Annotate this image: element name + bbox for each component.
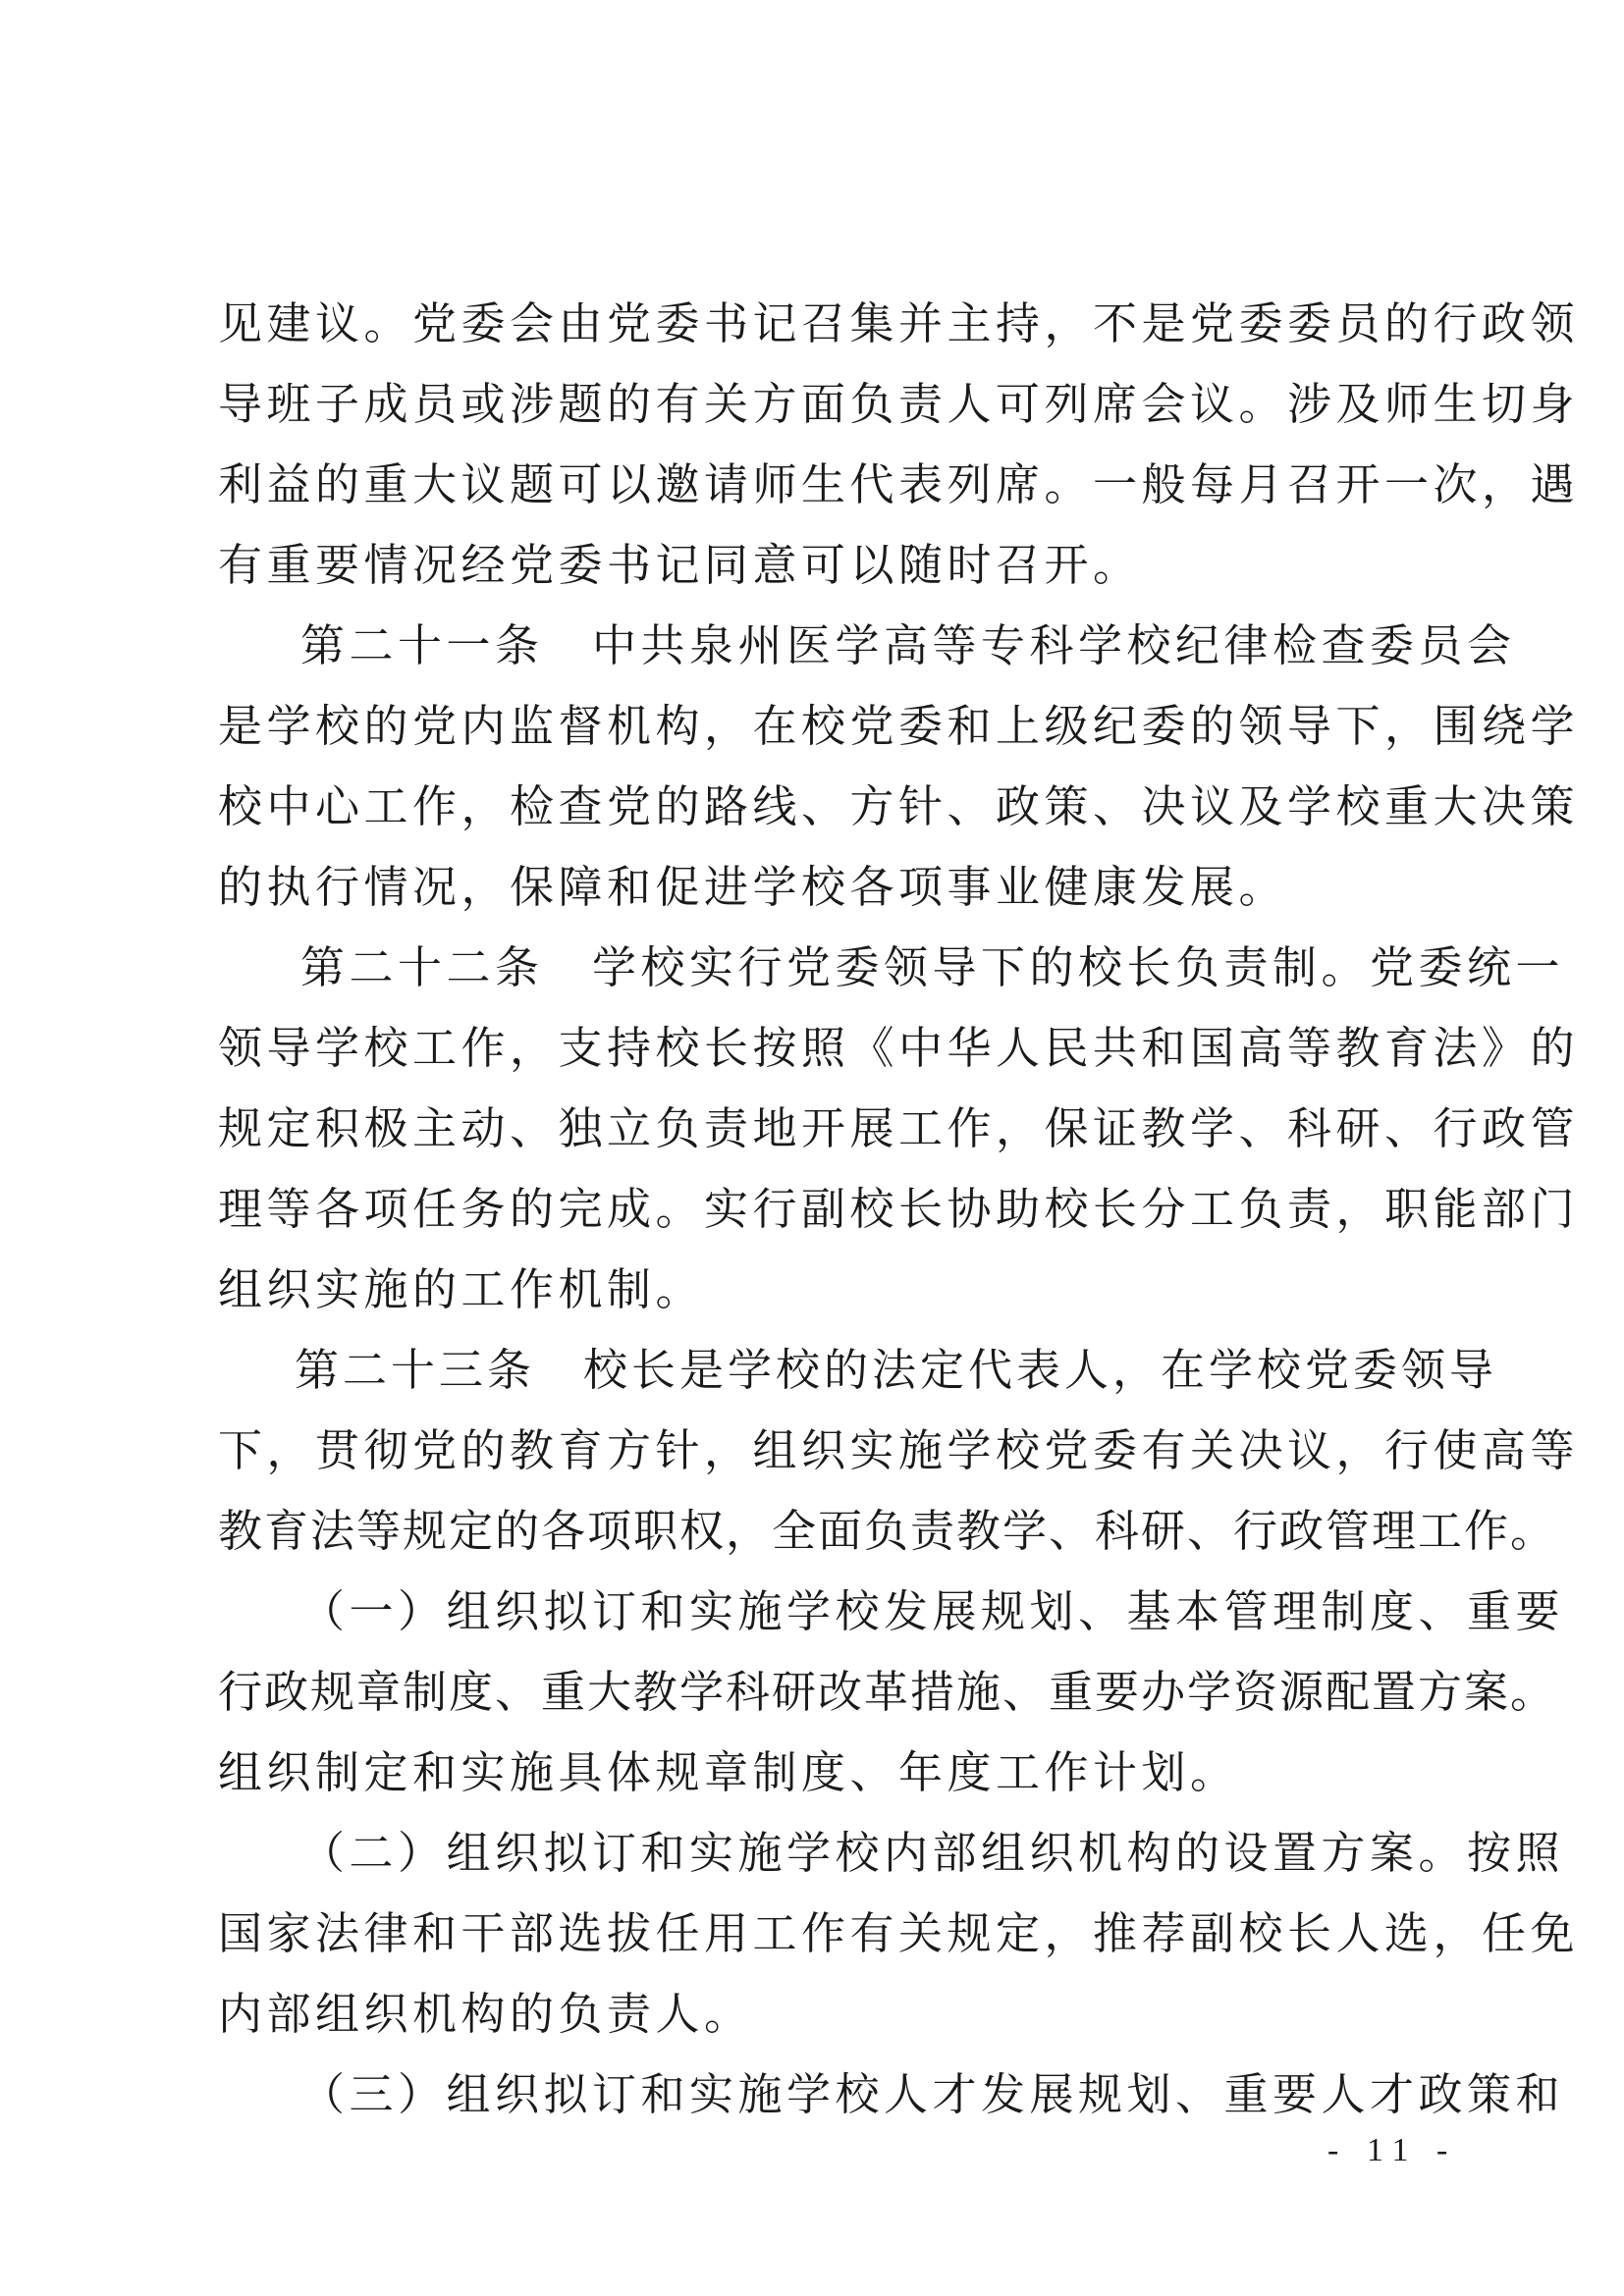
body-line-7: 校中心工作，检查党的路线、方针、政策、决议及学校重大决策 xyxy=(218,780,1580,832)
body-line-13: 组织实施的工作机制。 xyxy=(218,1263,705,1315)
article-23-heading-line: 第二十三条 校长是学校的法定代表人，在学校党委领导 xyxy=(295,1344,1498,1396)
body-line-21: 国家法律和干部选拔任用工作有关规定，推荐副校长人选，任免 xyxy=(218,1907,1580,1959)
body-line-16: 教育法等规定的各项职权，全面负责教学、科研、行政管理工作。 xyxy=(218,1505,1557,1557)
body-line-10: 领导学校工作，支持校长按照《中华人民共和国高等教育法》的 xyxy=(218,1022,1580,1074)
body-line-11: 规定积极主动、独立负责地开展工作，保证教学、科研、行政管 xyxy=(218,1102,1580,1154)
body-line-4: 有重要情况经党委书记同意可以随时召开。 xyxy=(218,539,1142,591)
page-number: - 11 - xyxy=(1327,2132,1458,2168)
body-line-1: 见建议。党委会由党委书记召集并主持，不是党委委员的行政领 xyxy=(218,297,1580,349)
article-21-heading-line: 第二十一条 中共泉州医学高等专科学校纪律检查委员会 xyxy=(300,619,1516,671)
item-3-first-line: （三）组织拟订和实施学校人才发展规划、重要人才政策和 xyxy=(300,2068,1565,2120)
body-line-19: 组织制定和实施具体规章制度、年度工作计划。 xyxy=(218,1746,1239,1798)
item-1-first-line: （一）组织拟订和实施学校发展规划、基本管理制度、重要 xyxy=(300,1585,1565,1637)
body-line-18: 行政规章制度、重大教学科研改革措施、重要办学资源配置方案。 xyxy=(218,1666,1557,1718)
body-line-12: 理等各项任务的完成。实行副校长协助校长分工负责，职能部门 xyxy=(218,1183,1580,1235)
body-line-3: 利益的重大议题可以邀请师生代表列席。一般每月召开一次，遇 xyxy=(218,458,1580,510)
body-line-15: 下，贯彻党的教育方针，组织实施学校党委有关决议，行使高等 xyxy=(218,1424,1580,1476)
body-line-8: 的执行情况，保障和促进学校各项事业健康发展。 xyxy=(218,861,1288,913)
article-22-heading-line: 第二十二条 学校实行党委领导下的校长负责制。党委统一 xyxy=(300,941,1565,993)
body-line-6: 是学校的党内监督机构，在校党委和上级纪委的领导下，围绕学 xyxy=(218,700,1580,752)
body-line-22: 内部组织机构的负责人。 xyxy=(218,1988,753,2040)
item-2-first-line: （二）组织拟订和实施学校内部组织机构的设置方案。按照 xyxy=(300,1827,1565,1879)
body-line-2: 导班子成员或涉题的有关方面负责人可列席会议。涉及师生切身 xyxy=(218,378,1580,430)
